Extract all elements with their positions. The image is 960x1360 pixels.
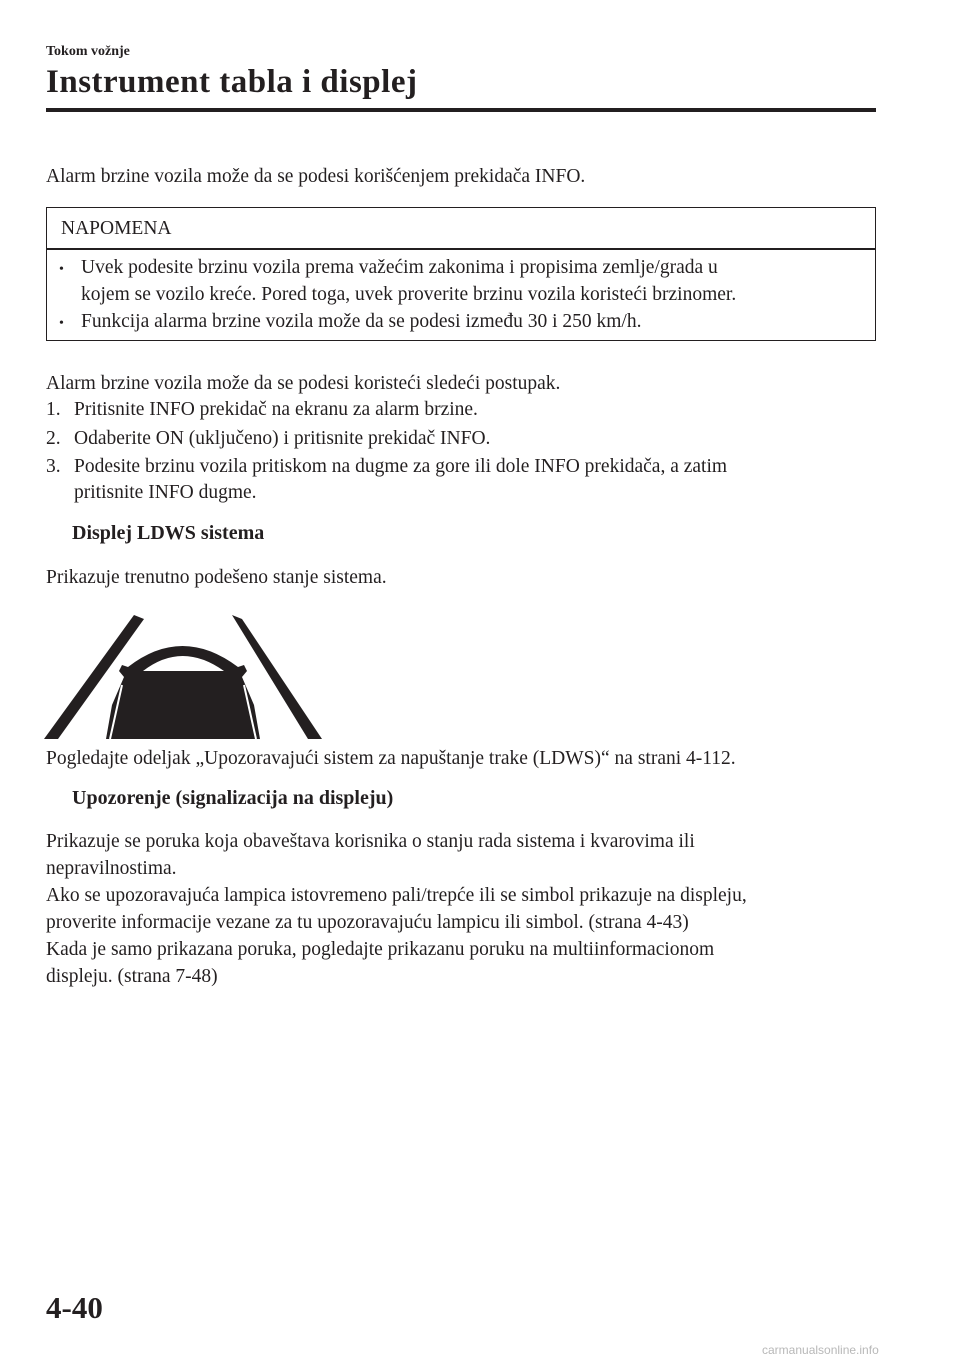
step-text: Podesite brzinu vozila pritiskom na dugme za gore ili dole INFO prekidača, a zatim — [74, 456, 728, 477]
step-text: Pritisnite INFO prekidač na ekranu za alarm brzine. — [74, 399, 478, 420]
note-divider — [47, 248, 875, 250]
procedure-intro: Alarm brzine vozila može da se podesi koristeći sledeći postupak. — [46, 373, 561, 394]
watermark: carmanualsonline.info — [762, 1343, 879, 1357]
warning-line: Kada je samo prikazana poruka, pogledajte prikazanu poruku na multiinformacionom — [46, 939, 715, 960]
step-text: Odaberite ON (uključeno) i pritisnite prekidač INFO. — [74, 428, 491, 449]
ldws-heading: Displej LDWS sistema — [72, 522, 265, 544]
warning-line: Prikazuje se poruka koja obaveštava korisnika o stanju rada sistema i kvarovima ili — [46, 831, 695, 852]
note-item-line: Uvek podesite brzinu vozila prema važećim zakonima i propisima zemlje/grada u — [81, 257, 718, 278]
bullet-icon: • — [59, 262, 64, 277]
lane-departure-car-icon — [44, 615, 324, 739]
section-label: Tokom vožnje — [46, 44, 130, 59]
bullet-icon: • — [59, 316, 64, 331]
step-number: 1. — [46, 399, 61, 420]
step-number: 3. — [46, 456, 61, 477]
note-item-line: Funkcija alarma brzine vozila može da se podesi između 30 i 250 km/h. — [81, 311, 642, 332]
page-number: 4-40 — [46, 1290, 103, 1325]
ldws-description: Prikazuje trenutno podešeno stanje sistema. — [46, 567, 387, 588]
warning-line: displeju. (strana 7-48) — [46, 966, 218, 987]
note-item-line: kojem se vozilo kreće. Pored toga, uvek proverite brzinu vozila koristeći brzinomer. — [81, 284, 737, 305]
step-text: pritisnite INFO dugme. — [74, 482, 257, 503]
warning-line: nepravilnostima. — [46, 858, 177, 879]
note-box — [46, 207, 876, 341]
ldws-reference: Pogledajte odeljak „Upozoravajući sistem za napuštanje trake (LDWS)“ na strani 4-112. — [46, 748, 736, 769]
step-number: 2. — [46, 428, 61, 449]
title-divider — [46, 108, 876, 112]
note-title: NAPOMENA — [61, 218, 172, 239]
warning-line: Ako se upozoravajuća lampica istovremeno pali/trepće ili se simbol prikazuje na displeju, — [46, 885, 747, 906]
warning-line: proverite informacije vezane za tu upozoravajuću lampicu ili simbol. (strana 4-43) — [46, 912, 689, 933]
intro-paragraph: Alarm brzine vozila može da se podesi korišćenjem prekidača INFO. — [46, 166, 586, 187]
warning-heading: Upozorenje (signalizacija na displeju) — [72, 787, 394, 809]
page-title: Instrument tabla i displej — [46, 64, 418, 100]
